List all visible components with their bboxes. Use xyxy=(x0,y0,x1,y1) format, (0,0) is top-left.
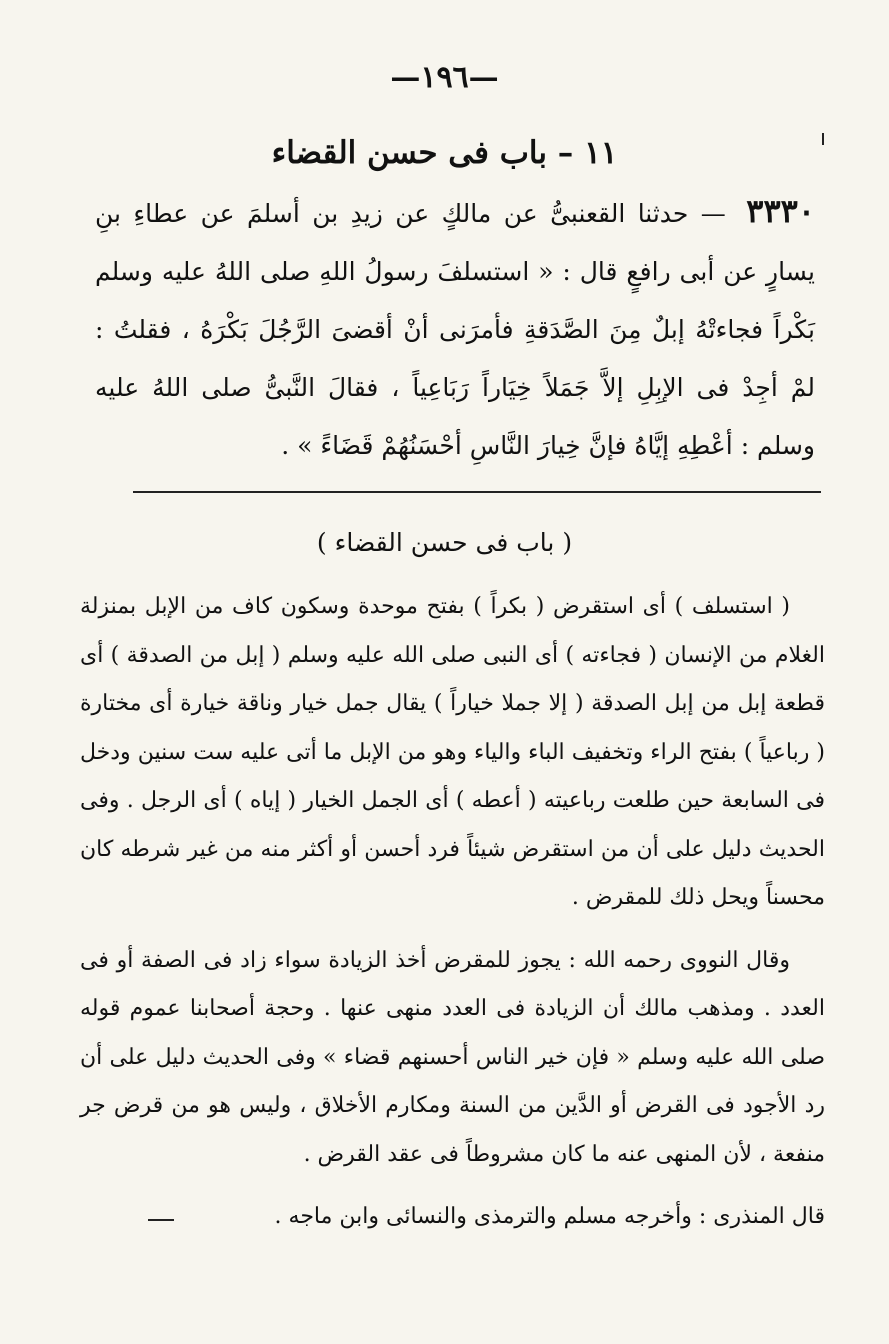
hadith-number: ٣٣٣٠ xyxy=(746,192,815,230)
chapter-title: ١١ – باب فى حسن القضاء xyxy=(271,135,618,171)
commentary-paragraph: قال المنذرى : وأخرجه مسلم والترمذى والنسائى وابن ماجه . xyxy=(274,1204,825,1229)
hadith-text: — حدثنا القعنبىُّ عن مالكٍ عن زيدِ بن أسلمَ عن عطاءِ بنِ يسارٍ عن أبى رافعٍ قال : « استسلفَ رسولُ اللهِ صلى اللهُ عليه وسلم بَكْراً فجاءتْهُ إبلٌ مِنَ الصَّدَقةِ فأمرَنى أنْ أقضىَ الرَّجُلَ بَكْرَهُ ، فقلتُ : لمْ أجِدْ فى الإبِلِ إلاَّ جَمَلاً خِيَاراً رَبَاعِياً ، فقالَ النَّبىُّ صلى اللهُ عليه وسلم : أعْطِهِ إيَّاهُ فإنَّ خِيارَ النَّاسِ أحْسَنُهُمْ قَضَاءً » . xyxy=(95,199,815,460)
commentary-paragraph: ( استسلف ) أى استقرض ( بكراً ) بفتح موحدة وسكون كاف من الإبل بمنزلة الغلام من الإنسان ( فجاءته ) أى النبى صلى الله عليه وسلم ( إبل من الصدقة ) أى قطعة إبل من إبل الصدقة ( إلا جملا خياراً ) يقال جمل خيار وناقة خيارة أى مختارة ( رباعياً ) بفتح الراء وتخفيف الباء والياء وهو من الإبل ما أتى عليه ست سنين ودخل فى السابعة حين طلعت رباعيته ( أعطه ) أى الجمل الخيار ( إياه ) أى الرجل . وفى الحديث دليل على أن من استقرض شيئاً فرد أحسن أو أكثر منه من غير شرطه كان محسناً ويحل ذلك للمقرض . xyxy=(80,594,825,910)
end-dash xyxy=(148,1219,174,1221)
page-number: —١٩٦— xyxy=(390,60,499,95)
commentary-paragraph: وقال النووى رحمه الله : يجوز للمقرض أخذ الزيادة سواء زاد فى الصفة أو فى العدد . ومذهب مالك أن الزيادة فى العدد منهى عنها . وحجة أصحابنا عموم قوله صلى الله عليه وسلم « فإن خير الناس أحسنهم قضاء » وفى الحديث دليل على أن رد الأجود فى القرض أو الدَّين من السنة ومكارم الأخلاق ، وليس هو من قرض جر منفعة ، لأن المنهى عنه ما كان مشروطاً فى عقد القرض . xyxy=(80,947,825,1167)
commentary-title: ( باب فى حسن القضاء ) xyxy=(316,528,573,557)
commentary-body xyxy=(80,583,825,1242)
hadith-block xyxy=(95,182,815,475)
section-divider xyxy=(133,491,821,493)
